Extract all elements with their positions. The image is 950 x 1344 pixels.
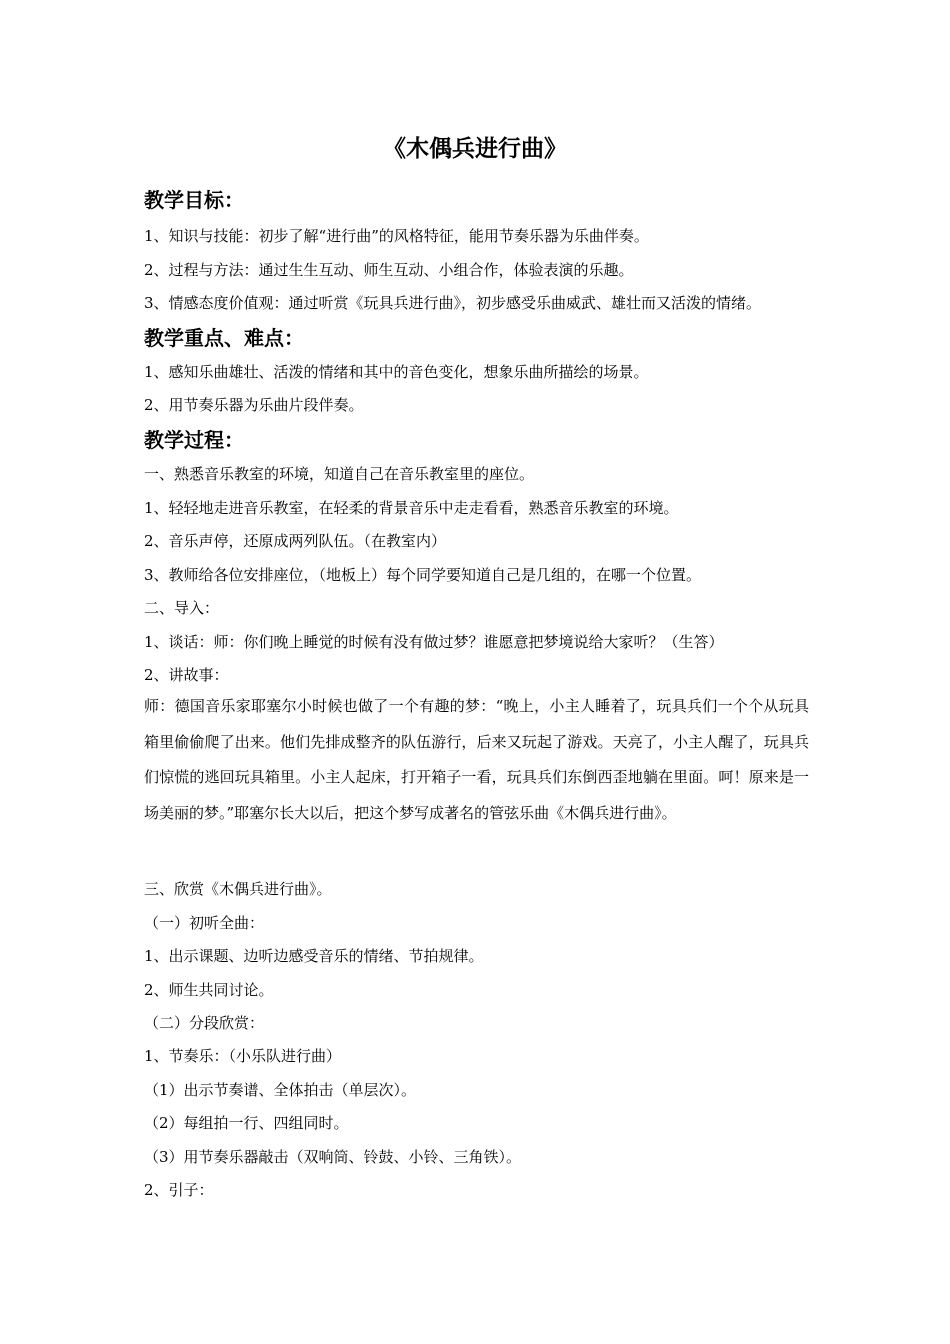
objectives-heading: 教学目标： bbox=[144, 188, 244, 212]
process-line-8: 三、欣赏《木偶兵进行曲》。 bbox=[144, 880, 332, 898]
process-line-12: （二）分段欣赏： bbox=[144, 1014, 265, 1032]
process-line-6: 1、谈话：师：你们晚上睡觉的时候有没有做过梦？谁愿意把梦境说给大家听？（生答） bbox=[144, 633, 724, 651]
process-line-13: 1、节奏乐：（小乐队进行曲） bbox=[144, 1047, 342, 1065]
key-points-heading: 教学重点、难点： bbox=[144, 326, 304, 350]
process-line-14: （1）出示节奏谱、全体拍击（单层次）。 bbox=[144, 1081, 417, 1099]
key-point-item-2: 2、用节奏乐器为乐曲片段伴奏。 bbox=[144, 396, 364, 414]
process-line-11: 2、师生共同讨论。 bbox=[144, 981, 274, 999]
process-line-1: 一、熟悉音乐教室的环境，知道自己在音乐教室里的座位。 bbox=[144, 465, 535, 483]
process-line-10: 1、出示课题、边听边感受音乐的情绪、节拍规律。 bbox=[144, 947, 484, 965]
objective-item-2: 2、过程与方法：通过生生互动、师生互动、小组合作，体验表演的乐趣。 bbox=[144, 261, 634, 279]
process-line-16: （3）用节奏乐器敲击（双响筒、铃鼓、小铃、三角铁）。 bbox=[144, 1148, 522, 1166]
process-line-9: （一）初听全曲： bbox=[144, 914, 265, 932]
process-line-5: 二、导入： bbox=[144, 599, 220, 617]
key-point-item-1: 1、感知乐曲雄壮、活泼的情绪和其中的音色变化，想象乐曲所描绘的场景。 bbox=[144, 363, 649, 381]
process-line-2: 1、轻轻地走进音乐教室，在轻柔的背景音乐中走走看看，熟悉音乐教室的环境。 bbox=[144, 499, 679, 517]
process-heading: 教学过程： bbox=[144, 428, 244, 452]
story-paragraph: 师：德国音乐家耶塞尔小时候也做了一个有趣的梦：“晚上，小主人睡着了，玩具兵们一个个从玩具箱里偷偷爬了出来。他们先排成整齐的队伍游行，后来又玩起了游戏。天亮了，小主人醒了，玩具兵们惊慌的逃回玩具箱里。小主人起床，打开箱子一看，玩具兵们东倒西歪地躺在里面。呵！原来是一场美丽的梦。”耶塞尔长大以后，把这个梦写成著名的管弦乐曲《木偶兵进行曲》。 bbox=[144, 697, 809, 822]
process-line-7: 2、讲故事： bbox=[144, 666, 229, 684]
objective-item-1: 1、知识与技能：初步了解“进行曲”的风格特征，能用节奏乐器为乐曲伴奏。 bbox=[144, 227, 649, 245]
process-line-17: 2、引子： bbox=[144, 1181, 214, 1199]
document-title: 《木偶兵进行曲》 bbox=[383, 136, 567, 162]
process-line-15: （2）每组拍一行、四组同时。 bbox=[144, 1114, 349, 1132]
objective-item-3: 3、情感态度价值观：通过听赏《玩具兵进行曲》，初步感受乐曲威武、雄壮而又活泼的情绪。 bbox=[144, 294, 762, 312]
process-line-3: 2、音乐声停，还原成两列队伍。（在教室内） bbox=[144, 532, 447, 550]
process-line-4: 3、教师给各位安排座位，（地板上）每个同学要知道自己是几组的，在哪一个位置。 bbox=[144, 566, 702, 584]
